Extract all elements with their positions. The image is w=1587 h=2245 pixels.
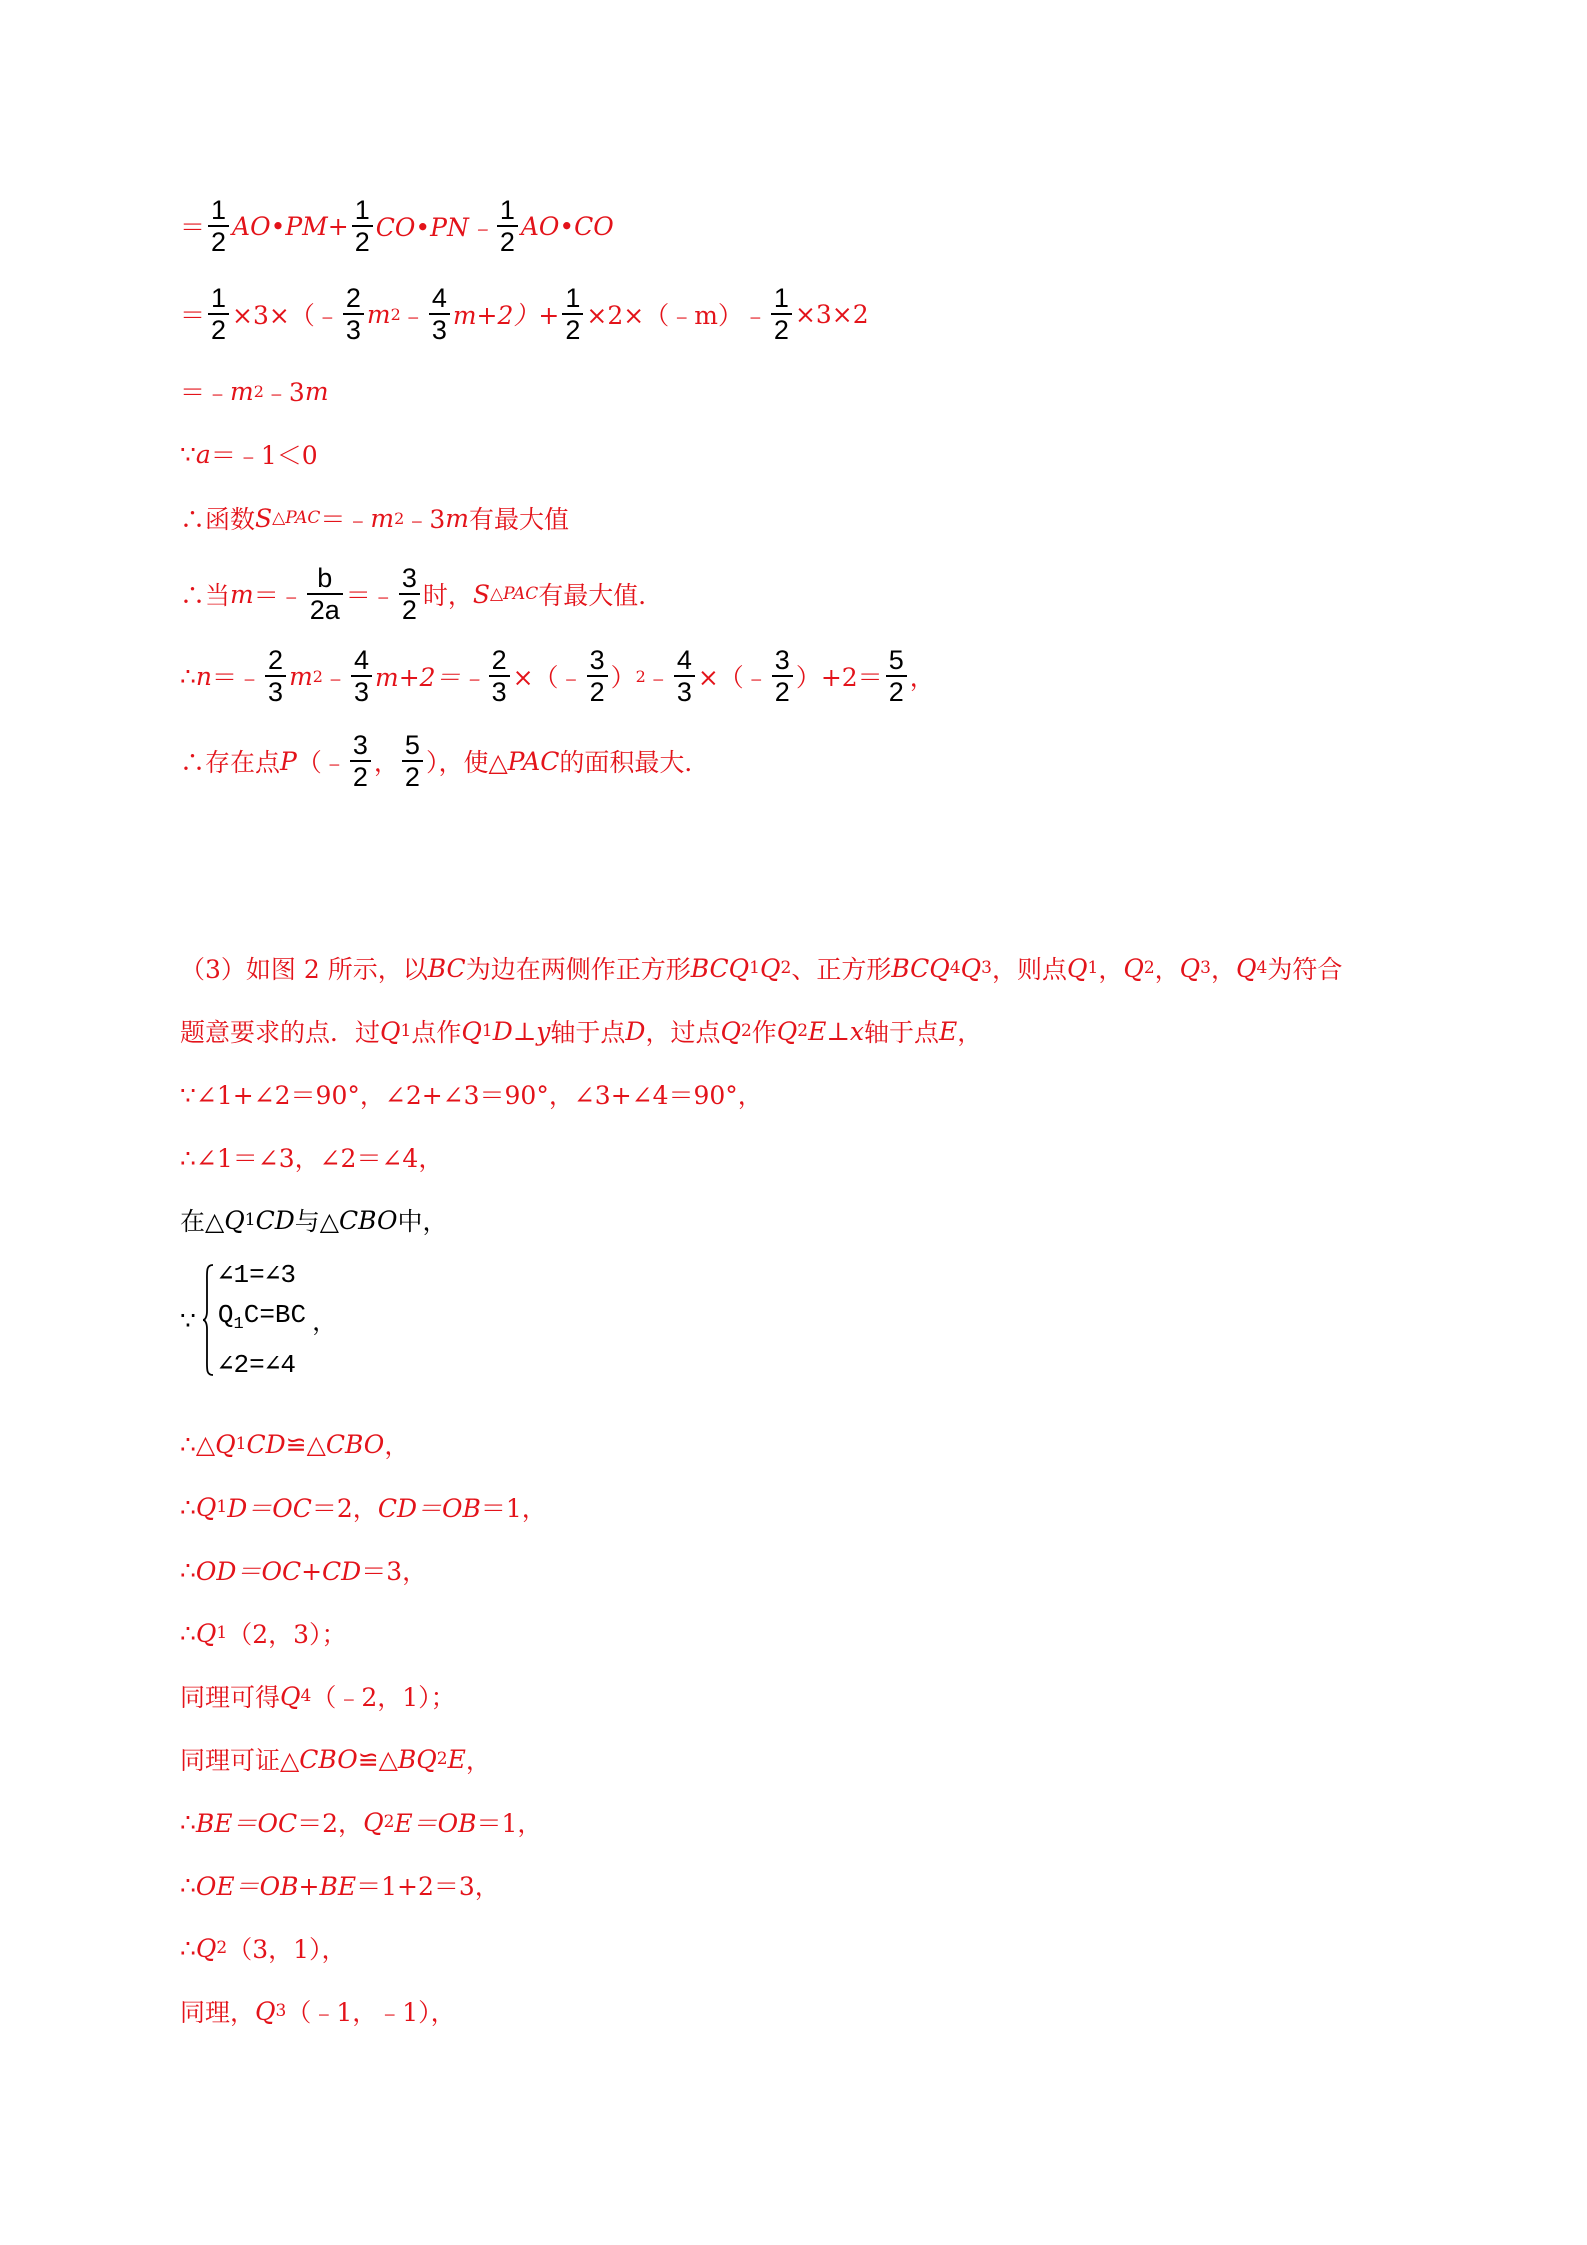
equation-line-4: ∵ a ＝﹣1＜0: [180, 439, 318, 470]
paragraph-line-1: （3）如图 2 所示，以 BC 为边在两侧作正方形 BCQ 1 Q 2 、正方形 BCQ 4 Q 3 ，则点 Q 1 ， Q 2 ， Q 3 ， Q 4 为符合: [180, 953, 1343, 984]
equation-line-8: ∴存在点 P （﹣ $\frac{3}{2}$ ， $\frac{5}{2}$ ），使△ PAC 的面积最大．: [180, 730, 710, 792]
paragraph-line-11: 同理可得 Q 4 （﹣2，1）；: [180, 1681, 456, 1712]
fraction: $\frac{1}{2}$: [562, 283, 583, 345]
paragraph-line-7: ∴△ Q 1 CD ≌△ CBO ，: [180, 1429, 410, 1460]
paragraph-line-5: 在△ Q 1 CD 与△ CBO 中，: [180, 1205, 448, 1236]
fraction: $\frac{1}{2}$: [497, 195, 518, 257]
fraction: $\frac{3}{2}$: [587, 645, 608, 707]
paragraph-line-16: 同理， Q 3 （﹣1，﹣1），: [180, 1996, 456, 2027]
equation-line-7: ∴ n ＝﹣ $\frac{2}{3}$ m 2 ﹣ $\frac{4}{3}$ m+2＝﹣ $\frac{2}{3}$ ×（﹣ $\frac{3}{2}$ ） 2 ﹣ $\frac{4}{3}$ ×（﹣ $\frac{3}{2}$ ）+2＝ $\frac{5}{2}$ ，: [180, 645, 935, 707]
fraction: $\frac{3}{2}$: [350, 730, 371, 792]
fraction: $\frac{b}{2a}$: [307, 563, 343, 625]
fraction: $\frac{2}{3}$: [343, 283, 364, 345]
paragraph-line-12: 同理可证△ CBO ≌△ BQ 2 E ，: [180, 1744, 491, 1775]
fraction: $\frac{4}{3}$: [429, 283, 450, 345]
fraction: $\frac{1}{2}$: [352, 195, 373, 257]
equation-line-2: ＝ $\frac{1}{2}$ ×3×（﹣ $\frac{2}{3}$ m 2 ﹣ $\frac{4}{3}$ m+2）+ $\frac{1}{2}$ ×2×（﹣m）﹣ $\frac{1}{2}$ ×3×2: [180, 283, 869, 345]
paragraph-line-15: ∴ Q 2 （3，1），: [180, 1933, 347, 1964]
fraction: $\frac{2}{3}$: [265, 645, 286, 707]
fraction: $\frac{5}{2}$: [886, 645, 907, 707]
paragraph-line-4: ∴∠1＝∠3，∠2＝∠4，: [180, 1144, 444, 1173]
fraction: $\frac{4}{3}$: [674, 645, 695, 707]
equation-line-3: ＝﹣ m 2 ﹣3 m: [180, 376, 329, 407]
paragraph-line-8: ∴ Q 1 D＝OC ＝2， CD＝OB ＝1，: [180, 1492, 547, 1523]
left-brace-icon: [202, 1263, 214, 1377]
fraction: $\frac{3}{2}$: [772, 645, 793, 707]
paragraph-line-10: ∴ Q 1 （2，3）；: [180, 1618, 347, 1649]
equation-line-5: ∴函数 S △PAC ＝﹣ m 2 ﹣3 m 有最大值: [180, 503, 569, 534]
fraction: $\frac{1}{2}$: [208, 283, 229, 345]
fraction: $\frac{1}{2}$: [208, 195, 229, 257]
fraction: $\frac{3}{2}$: [399, 563, 420, 625]
fraction: $\frac{2}{3}$: [489, 645, 510, 707]
paragraph-line-14: ∴ OE＝OB+BE ＝1+2＝3，: [180, 1870, 500, 1901]
paragraph-line-3: ∵∠1+∠2＝90°，∠2+∠3＝90°，∠3+∠4＝90°，: [180, 1081, 763, 1110]
fraction: $\frac{5}{2}$: [402, 730, 423, 792]
paragraph-line-2: 题意要求的点．过 Q 1 点作 Q 1 D⊥y 轴于点 D ，过点 Q 2 作 Q 2 E⊥x 轴于点 E ，: [180, 1016, 983, 1047]
fraction: $\frac{4}{3}$: [351, 645, 372, 707]
system-of-equations: ∵ ∠1=∠3 $Q_1C=BC$ ∠2=∠4 ，: [180, 1260, 338, 1380]
fraction: $\frac{1}{2}$: [771, 283, 792, 345]
paragraph-line-13: ∴ BE＝OC ＝2， Q 2 E＝OB ＝1，: [180, 1807, 543, 1838]
paragraph-line-9: ∴ OD＝OC+CD ＝3，: [180, 1555, 428, 1586]
equation-line-6: ∴当 m ＝﹣ $\frac{b}{2a}$ ＝﹣ $\frac{3}{2}$ 时， S △PAC 有最大值．: [180, 563, 664, 625]
equation-line-1: ＝ $\frac{1}{2}$ AO•PM+ $\frac{1}{2}$ CO•PN﹣ $\frac{1}{2}$ AO•CO: [180, 195, 614, 257]
